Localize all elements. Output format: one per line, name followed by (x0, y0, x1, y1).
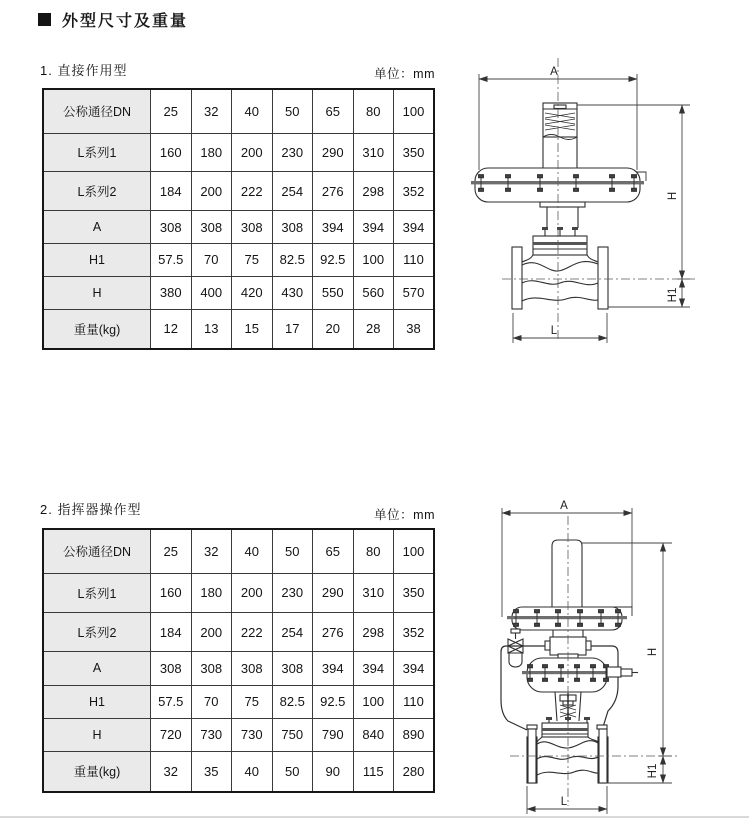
value-cell: 180 (191, 573, 232, 612)
table-row (43, 89, 434, 133)
dim-label-l: L (550, 325, 558, 337)
value-cell: 32 (151, 751, 192, 792)
table-row (43, 276, 434, 309)
dim-label-l: L (560, 796, 568, 808)
value-cell: 50 (272, 751, 313, 792)
row-header-cell: 公称通径DN (43, 89, 151, 133)
value-cell: 25 (151, 89, 192, 133)
row-header-cell: A (43, 652, 151, 685)
value-cell: 100 (394, 89, 435, 133)
value-cell: 100 (353, 244, 394, 277)
value-cell: 57.5 (151, 685, 192, 718)
value-cell: 70 (191, 244, 232, 277)
value-cell: 80 (353, 89, 394, 133)
table-row (43, 172, 434, 211)
row-header-cell: L系列1 (43, 133, 151, 172)
value-cell: 25 (151, 529, 192, 573)
value-cell: 40 (232, 529, 273, 573)
row-header-cell: L系列2 (43, 612, 151, 651)
pilot-operated-dimensions-table (42, 528, 435, 793)
value-cell: 65 (313, 89, 354, 133)
value-cell: 308 (151, 211, 192, 244)
value-cell: 394 (313, 211, 354, 244)
value-cell: 75 (232, 244, 273, 277)
value-cell: 57.5 (151, 244, 192, 277)
table-row (43, 529, 434, 573)
table-row (43, 612, 434, 651)
value-cell: 394 (353, 211, 394, 244)
value-cell: 308 (191, 652, 232, 685)
value-cell: 290 (313, 573, 354, 612)
value-cell: 730 (191, 718, 232, 751)
value-cell: 70 (191, 685, 232, 718)
value-cell: 308 (232, 652, 273, 685)
value-cell: 50 (272, 89, 313, 133)
row-header-cell: H1 (43, 244, 151, 277)
row-header-cell: H (43, 276, 151, 309)
row-header-cell: H (43, 718, 151, 751)
dim-label-h: H (667, 191, 679, 201)
value-cell: 65 (313, 529, 354, 573)
value-cell: 20 (313, 309, 354, 349)
value-cell: 35 (191, 751, 232, 792)
table-row (43, 309, 434, 349)
section-2-label: 2. 指挥器操作型 (40, 502, 142, 517)
value-cell: 160 (151, 133, 192, 172)
value-cell: 82.5 (272, 244, 313, 277)
value-cell: 110 (394, 244, 435, 277)
value-cell: 308 (272, 211, 313, 244)
value-cell: 790 (313, 718, 354, 751)
value-cell: 184 (151, 172, 192, 211)
row-header-cell: H1 (43, 685, 151, 718)
value-cell: 230 (272, 133, 313, 172)
value-cell: 50 (272, 529, 313, 573)
value-cell: 115 (353, 751, 394, 792)
table-row (43, 133, 434, 172)
value-cell: 890 (394, 718, 435, 751)
value-cell: 200 (191, 172, 232, 211)
value-cell: 180 (191, 133, 232, 172)
value-cell: 394 (394, 211, 435, 244)
value-cell: 32 (191, 89, 232, 133)
dim-label-a: A (560, 500, 568, 512)
value-cell: 12 (151, 309, 192, 349)
value-cell: 352 (394, 172, 435, 211)
row-header-cell: 公称通径DN (43, 529, 151, 573)
table-row (43, 652, 434, 685)
value-cell: 28 (353, 309, 394, 349)
value-cell: 290 (313, 133, 354, 172)
page-title-text: 外型尺寸及重量 (62, 13, 189, 30)
value-cell: 394 (353, 652, 394, 685)
value-cell: 90 (313, 751, 354, 792)
value-cell: 40 (232, 751, 273, 792)
dim-label-h1: H1 (667, 287, 679, 303)
title-bullet-square-icon (38, 13, 51, 26)
value-cell: 350 (394, 573, 435, 612)
table-row (43, 244, 434, 277)
value-cell: 38 (394, 309, 435, 349)
value-cell: 394 (313, 652, 354, 685)
value-cell: 100 (353, 685, 394, 718)
value-cell: 352 (394, 612, 435, 651)
table-row (43, 685, 434, 718)
value-cell: 32 (191, 529, 232, 573)
row-header-cell: L系列2 (43, 172, 151, 211)
value-cell: 298 (353, 172, 394, 211)
value-cell: 308 (272, 652, 313, 685)
value-cell: 394 (394, 652, 435, 685)
table-row (43, 718, 434, 751)
value-cell: 840 (353, 718, 394, 751)
value-cell: 254 (272, 172, 313, 211)
value-cell: 230 (272, 573, 313, 612)
value-cell: 308 (191, 211, 232, 244)
table-row (43, 211, 434, 244)
value-cell: 184 (151, 612, 192, 651)
row-header-cell: L系列1 (43, 573, 151, 612)
value-cell: 200 (232, 573, 273, 612)
value-cell: 276 (313, 612, 354, 651)
row-header-cell: 重量(kg) (43, 751, 151, 792)
value-cell: 280 (394, 751, 435, 792)
value-cell: 310 (353, 133, 394, 172)
table-row (43, 573, 434, 612)
value-cell: 308 (151, 652, 192, 685)
value-cell: 308 (232, 211, 273, 244)
value-cell: 13 (191, 309, 232, 349)
value-cell: 750 (272, 718, 313, 751)
value-cell: 92.5 (313, 685, 354, 718)
value-cell: 222 (232, 172, 273, 211)
table-row (43, 751, 434, 792)
value-cell: 110 (394, 685, 435, 718)
value-cell: 17 (272, 309, 313, 349)
value-cell: 200 (191, 612, 232, 651)
row-header-cell: A (43, 211, 151, 244)
pilot-operated-valve-diagram (450, 490, 749, 820)
value-cell: 100 (394, 529, 435, 573)
value-cell: 276 (313, 172, 354, 211)
value-cell: 82.5 (272, 685, 313, 718)
value-cell: 15 (232, 309, 273, 349)
dim-label-a: A (550, 66, 558, 78)
row-header-cell: 重量(kg) (43, 309, 151, 349)
value-cell: 380 (151, 276, 192, 309)
value-cell: 298 (353, 612, 394, 651)
page-bottom-divider (0, 816, 749, 818)
value-cell: 570 (394, 276, 435, 309)
value-cell: 160 (151, 573, 192, 612)
value-cell: 254 (272, 612, 313, 651)
value-cell: 310 (353, 573, 394, 612)
value-cell: 720 (151, 718, 192, 751)
value-cell: 420 (232, 276, 273, 309)
value-cell: 92.5 (313, 244, 354, 277)
dim-label-h: H (647, 647, 659, 657)
page-title (38, 8, 188, 31)
value-cell: 350 (394, 133, 435, 172)
value-cell: 40 (232, 89, 273, 133)
value-cell: 200 (232, 133, 273, 172)
direct-acting-dimensions-table (42, 88, 435, 350)
value-cell: 80 (353, 529, 394, 573)
dim-label-h1: H1 (647, 763, 659, 779)
value-cell: 550 (313, 276, 354, 309)
section-2-unit-label: 单位：mm (374, 508, 435, 522)
direct-acting-valve-diagram (450, 50, 749, 362)
section-1-unit-label: 单位：mm (374, 67, 435, 81)
value-cell: 430 (272, 276, 313, 309)
section-1-label: 1. 直接作用型 (40, 63, 128, 78)
value-cell: 222 (232, 612, 273, 651)
value-cell: 730 (232, 718, 273, 751)
value-cell: 560 (353, 276, 394, 309)
value-cell: 75 (232, 685, 273, 718)
value-cell: 400 (191, 276, 232, 309)
